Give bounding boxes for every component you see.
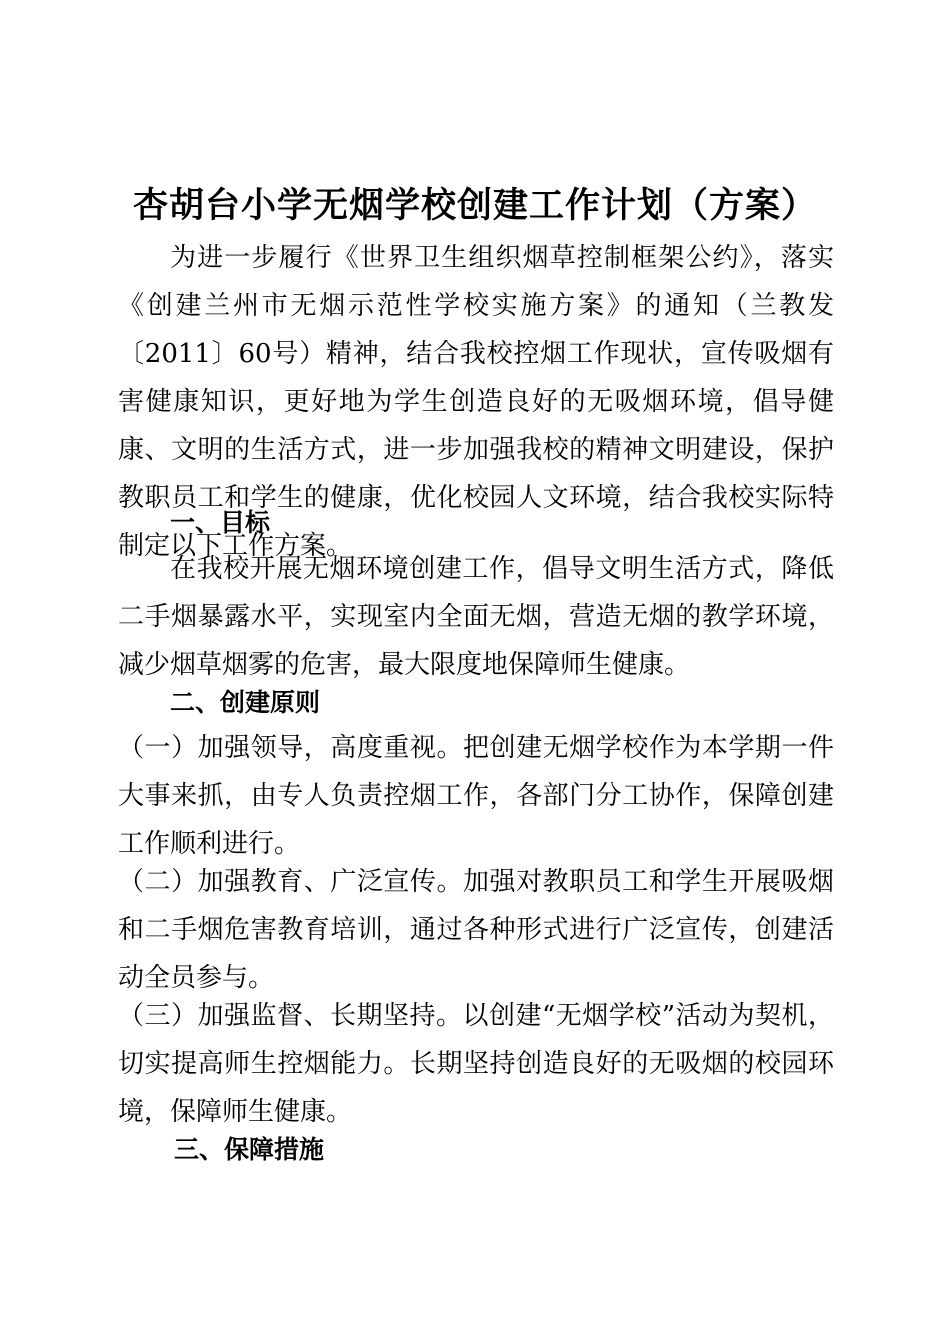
goals-paragraph: 在我校开展无烟环境创建工作，倡导文明生活方式，降低二手烟暴露水平，实现室内全面无烟，营造无烟的教学环境，减少烟草烟雾的危害，最大限度地保障师生健康。 bbox=[118, 554, 834, 680]
intro-paragraph: 为进一步履行《世界卫生组织烟草控制框架公约》，落实《创建兰州市无烟示范性学校实施方案》的通知（兰教发〔2011〕60号）精神，结合我校控烟工作现状，宣传吸烟有害健康知识，更好地为学生创造良好的无吸烟环境，倡导健康、文明的生活方式，进一步加强我校的精神文明建设，保护教职员工和学生的健康，优化校园人文环境，结合我校实际特制定以下工作方案。 bbox=[118, 243, 834, 561]
principle-3-paragraph: （三）加强监督、长期坚持。以创建“无烟学校”活动为契机，切实提高师生控烟能力。长期坚持创造良好的无吸烟的校园环境，保障师生健康。 bbox=[118, 1001, 834, 1127]
section-heading-measures: 三、保障措施 bbox=[174, 1135, 325, 1164]
section-heading-principles: 二、创建原则 bbox=[170, 688, 321, 717]
principle-1-paragraph: （一）加强领导，高度重视。把创建无烟学校作为本学期一件大事来抓，由专人负责控烟工作，各部门分工协作，保障创建工作顺利进行。 bbox=[118, 733, 834, 859]
section-heading-goals: 一、目标 bbox=[170, 508, 271, 537]
principle-2-paragraph: （二）加强教育、广泛宣传。加强对教职员工和学生开展吸烟和二手烟危害教育培训，通过各种形式进行广泛宣传，创建活动全员参与。 bbox=[118, 867, 834, 993]
document-title: 杏胡台小学无烟学校创建工作计划（方案） bbox=[132, 186, 817, 226]
